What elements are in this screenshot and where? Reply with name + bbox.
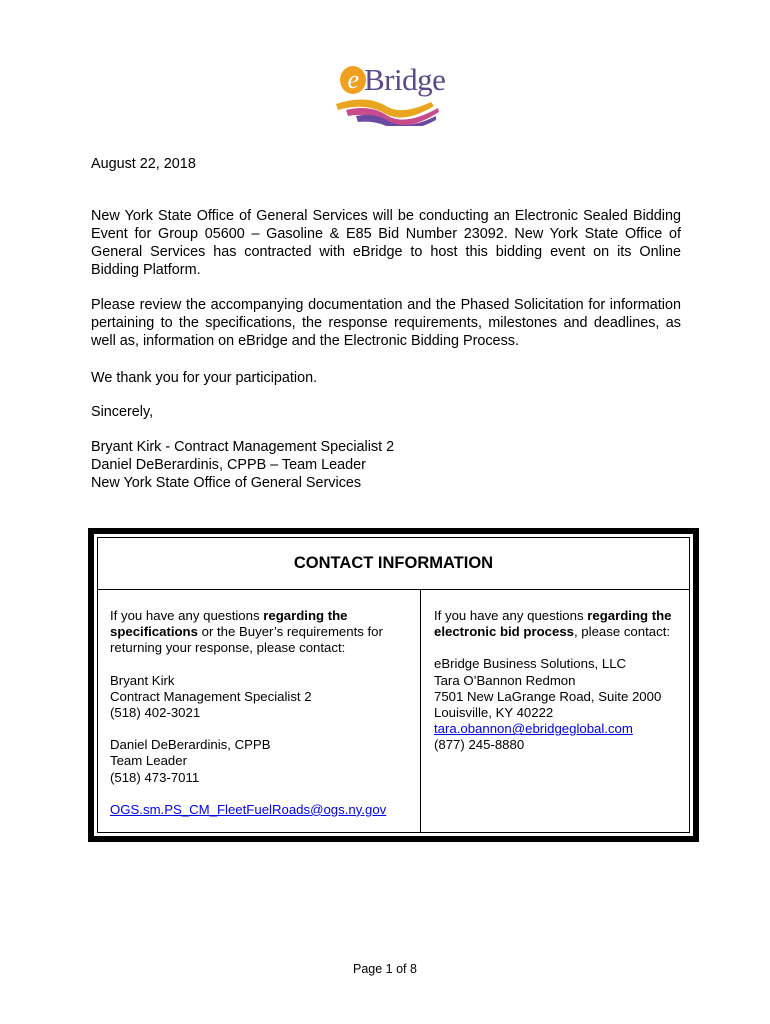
left-intro-pre: If you have any questions [110,608,264,623]
contact-right-column [434,608,694,754]
letter-date: August 22, 2018 [91,156,196,172]
contact-bryant-kirk [110,673,410,722]
left-intro-post: or the Buyer’s requirements for returning your response, please contact: [110,624,383,656]
letter-signature [91,438,681,492]
contact-header [98,538,689,590]
person2-title: Team Leader [110,753,187,769]
ebridge-address-line-1: 7501 New LaGrange Road, Suite 2000 [434,688,662,704]
left-intro-bold: regarding the specifications [110,608,348,640]
contact-information-box [88,528,699,842]
contact-daniel-deberardinis [110,737,410,786]
right-intro [434,608,694,640]
signature-line-3: New York State Office of General Services [91,475,362,491]
ebridge-phone: (877) 245-8880 [434,737,525,753]
contact-title: CONTACT INFORMATION [293,554,494,572]
logo-e: e [340,66,366,94]
signature-line-2: Daniel DeBerardinis, CPPB – Team Leader [91,457,366,473]
ebridge-email-link[interactable]: tara.obannon@ebridgeglobal.com [434,721,633,737]
ebridge-company: eBridge Business Solutions, LLC [434,656,627,672]
right-intro-bold: regarding the electronic bid process [434,608,672,640]
column-divider [420,590,421,832]
letter-closing: Sincerely, [91,404,154,420]
person1-phone: (518) 402-3021 [110,705,201,721]
right-intro-pre: If you have any questions [434,608,588,623]
left-intro [110,608,410,657]
person2-name: Daniel DeBerardinis, CPPB [110,737,271,753]
ebridge-logo [326,62,446,122]
person1-name: Bryant Kirk [110,672,175,688]
letter-paragraph-1: New York State Office of General Services will be conducting an Electronic Sealed Bidding Event for Group 05600 – Gasoline & E85 Bid Number 23092. New York State Office of General Services has contracted with eBridge to host this bidding event on its Online Bidding Platform. [91,208,681,278]
logo-wordmark [340,62,445,98]
logo-bridge-text: Bridge [364,62,446,97]
ogs-email-link[interactable]: OGS.sm.PS_CM_FleetFuelRoads@ogs.ny.gov [110,801,387,817]
letter-paragraph-2: Please review the accompanying documentation and the Phased Solicitation for information pertaining to the specifications, the response requirements, milestones and deadlines, as well as, information on eBridge and the Electronic Bidding Process. [91,297,681,349]
person2-phone: (518) 473-7011 [110,769,200,785]
page-number: Page 1 of 8 [353,962,417,976]
signature-line-1: Bryant Kirk - Contract Management Specialist 2 [91,439,395,455]
person1-title: Contract Management Specialist 2 [110,688,312,704]
ebridge-address-line-2: Louisville, KY 40222 [434,705,554,721]
contact-left-column [110,608,410,818]
ebridge-contact-name: Tara O’Bannon Redmon [434,672,576,688]
right-intro-post: , please contact: [573,624,671,640]
letter-paragraph-3: We thank you for your participation. [91,370,318,386]
